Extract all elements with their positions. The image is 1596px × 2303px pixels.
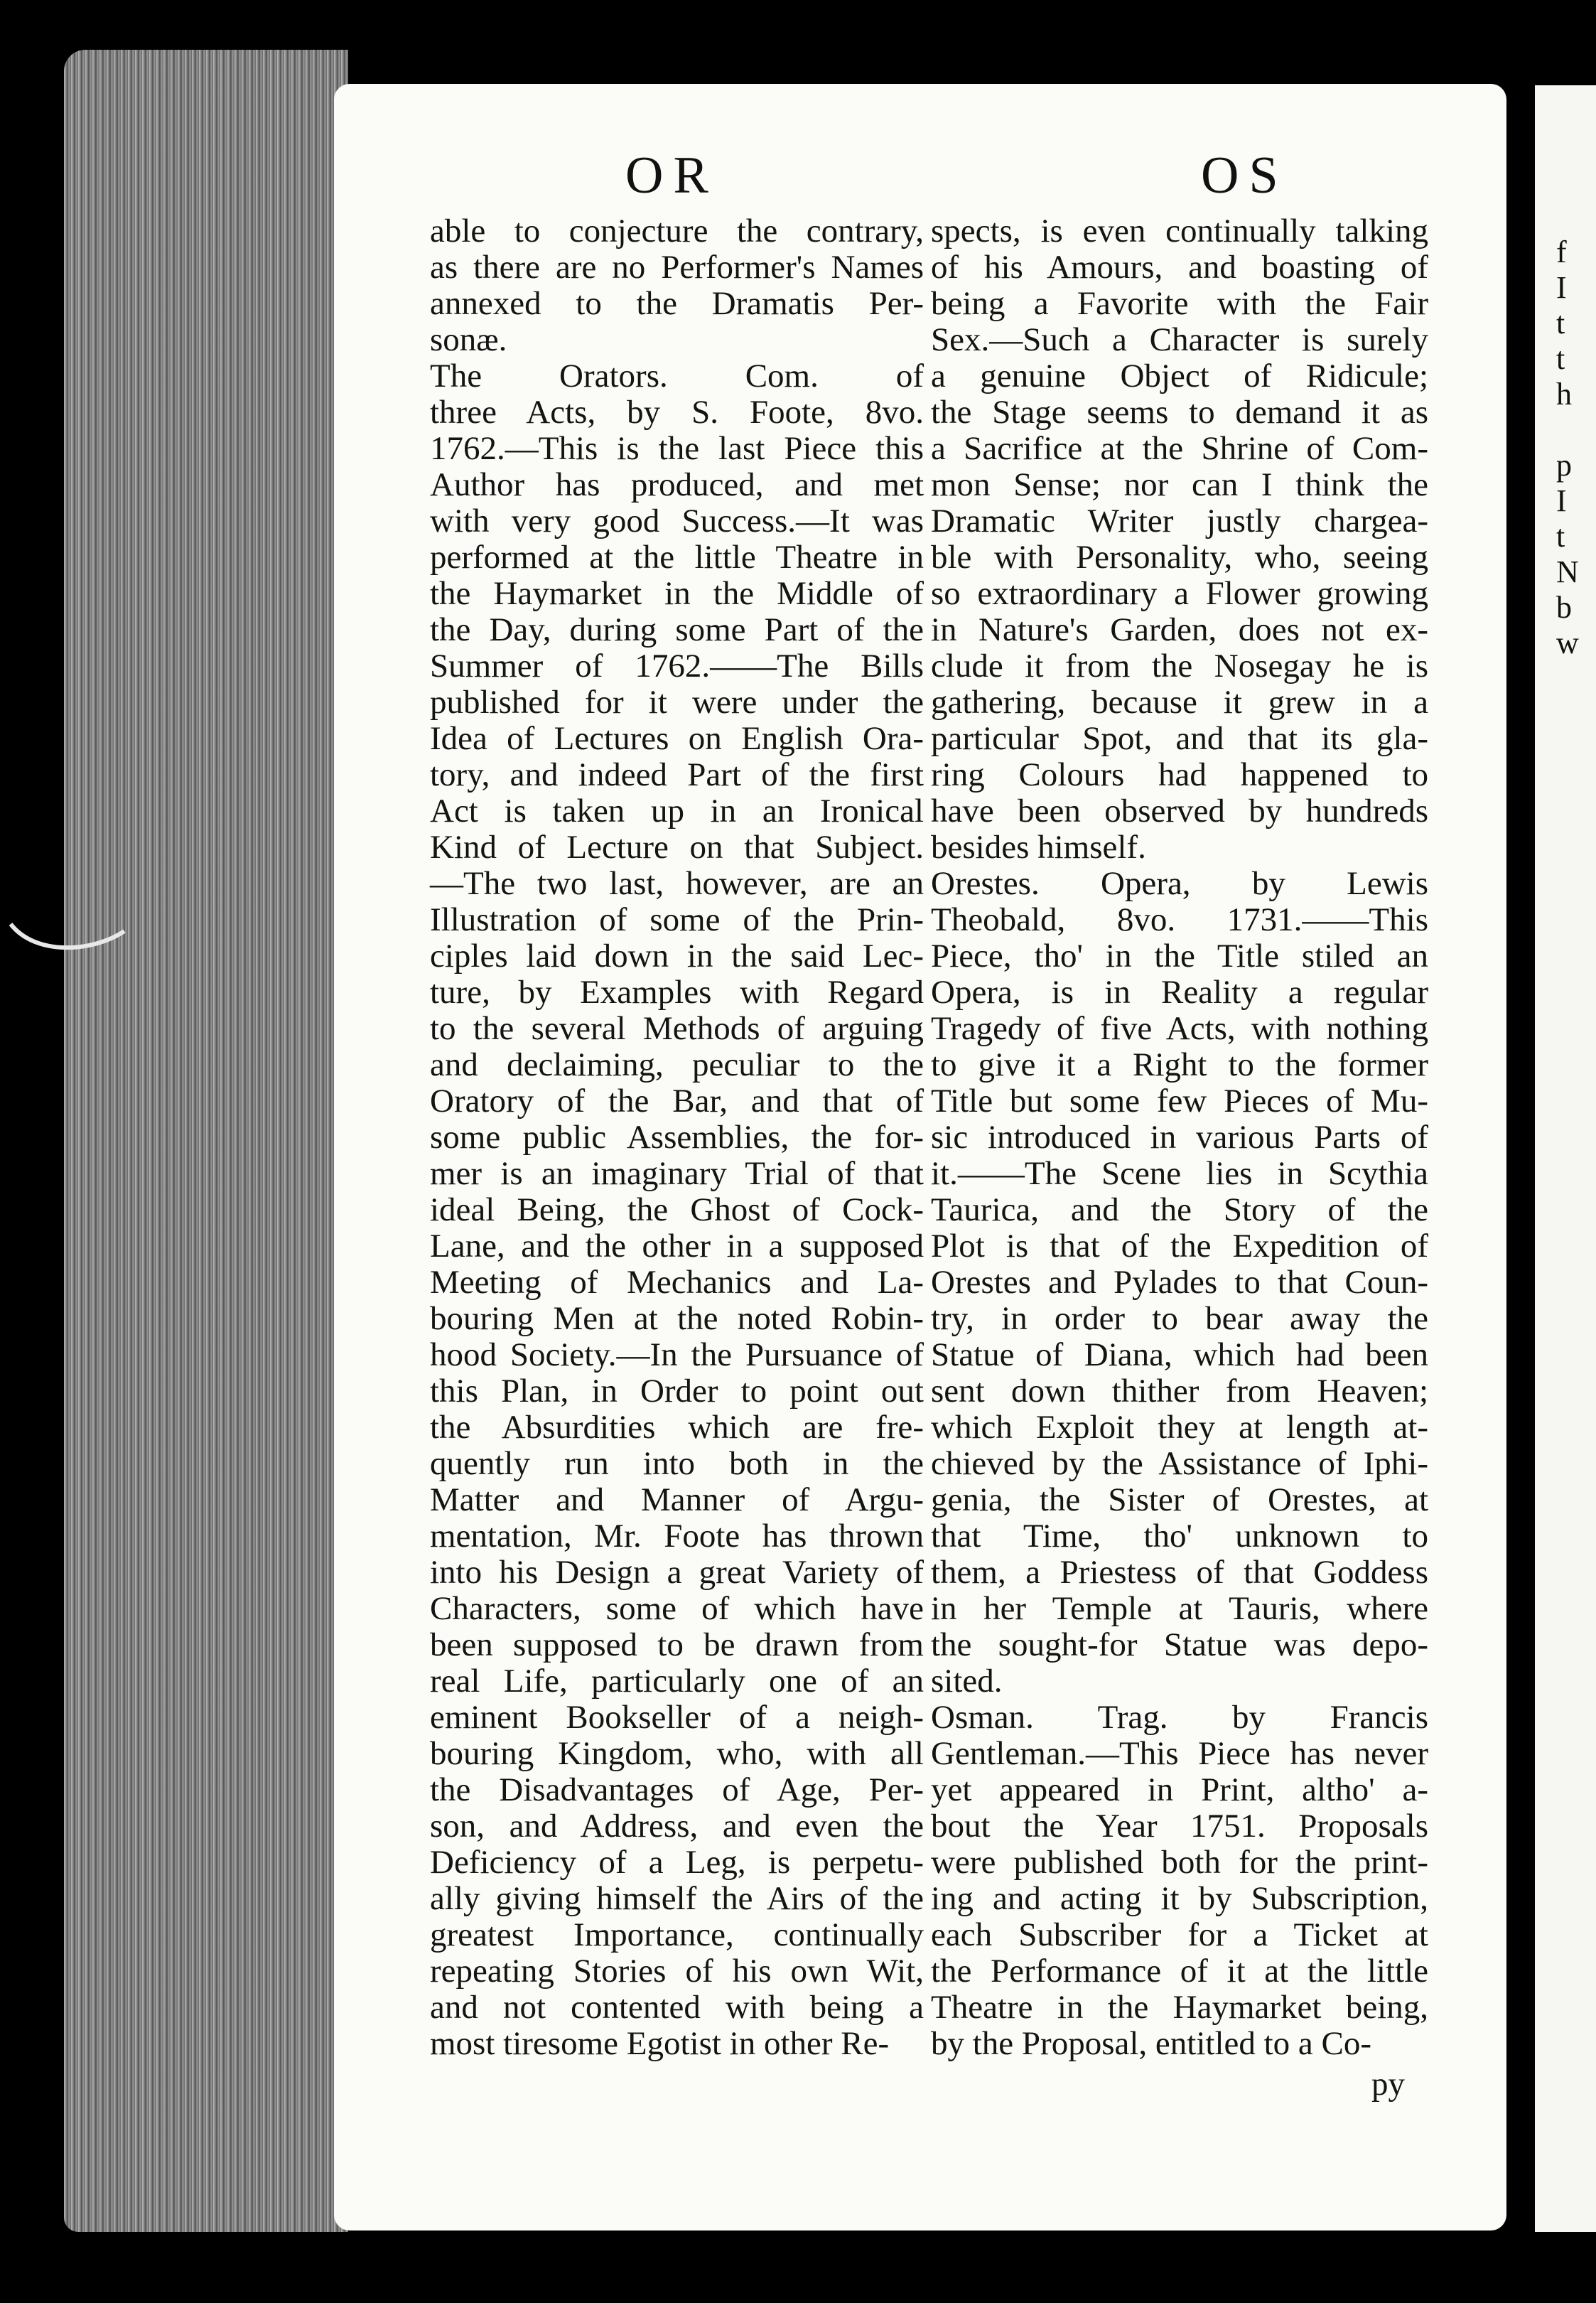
text-line: this Plan, in Order to point out (430, 1373, 924, 1410)
text-line: Kind of Lecture on that Subject. (430, 829, 924, 866)
text-line: it.——The Scene lies in Scythia (931, 1155, 1428, 1192)
text-line: Osman. Trag. by Francis (931, 1699, 1428, 1736)
text-line: them, a Priestess of that Goddess (931, 1554, 1428, 1591)
text-line: performed at the little Theatre in (430, 539, 924, 576)
text-line: Statue of Diana, which had been (931, 1336, 1428, 1373)
text-line: greatest Importance, continually (430, 1916, 924, 1953)
text-line: Orestes. Opera, by Lewis (931, 865, 1428, 902)
text-line: ture, by Examples with Regard (430, 974, 924, 1011)
text-line: particular Spot, and that its gla- (931, 720, 1428, 757)
text-line: 1762.—This is the last Piece this (430, 430, 924, 467)
text-line: Title but some few Pieces of Mu- (931, 1083, 1428, 1120)
text-line: Lane, and the other in a supposed (430, 1228, 924, 1265)
text-line: Deficiency of a Leg, is perpetu- (430, 1844, 924, 1881)
text-line: sited. (931, 1663, 1003, 1700)
text-line: Illustration of some of the Prin- (430, 901, 924, 938)
right-text-column (931, 213, 1428, 2062)
text-line: Idea of Lectures on English Ora- (430, 720, 924, 757)
text-line: three Acts, by S. Foote, 8vo. (430, 394, 924, 431)
text-line: genia, the Sister of Orestes, at (931, 1481, 1428, 1518)
text-line: have been observed by hundreds (931, 793, 1428, 830)
text-line: try, in order to bear away the (931, 1300, 1428, 1337)
text-line: Plot is that of the Expedition of (931, 1228, 1428, 1265)
text-line: mer is an imaginary Trial of that (430, 1155, 924, 1192)
text-line: into his Design a great Variety of (430, 1554, 924, 1591)
text-line: which Exploit they at length at- (931, 1409, 1428, 1446)
text-line: the Performance of it at the little (931, 1953, 1428, 1990)
running-header-right: OS (1201, 146, 1288, 205)
text-line: besides himself. (931, 829, 1146, 866)
text-line: Sex.—Such a Character is surely (931, 321, 1428, 358)
text-line: the Absurdities which are fre- (430, 1409, 924, 1446)
text-line: Act is taken up in an Ironical (430, 793, 924, 830)
text-line: in her Temple at Tauris, where (931, 1590, 1428, 1627)
text-line: the Stage seems to demand it as (931, 394, 1428, 431)
text-line: were published both for the print- (931, 1844, 1428, 1881)
text-line: been supposed to be drawn from (430, 1626, 924, 1663)
text-line: annexed to the Dramatis Per- (430, 285, 924, 322)
text-line: sent down thither from Heaven; (931, 1373, 1428, 1410)
text-line: Dramatic Writer justly chargea- (931, 503, 1428, 539)
text-line: Opera, is in Reality a regular (931, 974, 1428, 1011)
book-fore-edge (64, 50, 348, 2232)
text-line: The Orators. Com. of (430, 358, 924, 394)
text-line: the Haymarket in the Middle of (430, 575, 924, 612)
text-line: Taurica, and the Story of the (931, 1191, 1428, 1228)
text-line: sonæ. (430, 321, 507, 358)
text-line: that Time, tho' unknown to (931, 1518, 1428, 1555)
text-line: with very good Success.—It was (430, 503, 924, 539)
text-line: and declaiming, peculiar to the (430, 1046, 924, 1083)
text-line: Theatre in the Haymarket being, (931, 1989, 1428, 2026)
text-line: ally giving himself the Airs of the (430, 1880, 924, 1917)
text-line: chieved by the Assistance of Iphi- (931, 1445, 1428, 1482)
text-line: mon Sense; nor can I think the (931, 466, 1428, 503)
text-line: ing and acting it by Subscription, (931, 1880, 1428, 1917)
adjacent-page-text-fragment: f I t t h p I t N b w (1556, 235, 1579, 660)
text-line: and not contented with being a (430, 1989, 924, 2026)
text-line: in Nature's Garden, does not ex- (931, 611, 1428, 648)
text-line: Meeting of Mechanics and La- (430, 1264, 924, 1301)
text-line: ring Colours had happened to (931, 756, 1428, 793)
text-line: to give it a Right to the former (931, 1046, 1428, 1083)
text-line: Tragedy of five Acts, with nothing (931, 1010, 1428, 1047)
text-line: Theobald, 8vo. 1731.——This (931, 901, 1428, 938)
text-line: so extraordinary a Flower growing (931, 575, 1428, 612)
text-line: yet appeared in Print, altho' a- (931, 1771, 1428, 1808)
text-line: most tiresome Egotist in other Re- (430, 2025, 890, 2062)
text-line: Author has produced, and met (430, 466, 924, 503)
text-line: Summer of 1762.——The Bills (430, 648, 924, 685)
text-line: ble with Personality, who, seeing (931, 539, 1428, 576)
text-line: Oratory of the Bar, and that of (430, 1083, 924, 1120)
text-line: mentation, Mr. Foote has thrown (430, 1518, 924, 1555)
text-line: real Life, particularly one of an (430, 1663, 924, 1700)
hook-mark-icon (7, 917, 128, 952)
running-header-left: OR (625, 146, 718, 205)
text-line: Characters, some of which have (430, 1590, 924, 1627)
text-line: bouring Men at the noted Robin- (430, 1300, 924, 1337)
text-line: bouring Kingdom, who, with all (430, 1735, 924, 1772)
text-line: of his Amours, and boasting of (931, 249, 1428, 286)
text-line: being a Favorite with the Fair (931, 285, 1428, 322)
text-line: the sought-for Statue was depo- (931, 1626, 1428, 1663)
left-text-column (430, 213, 924, 2062)
text-line: some public Assemblies, the for- (430, 1119, 924, 1156)
text-line: bout the Year 1751. Proposals (931, 1808, 1428, 1845)
text-line: Matter and Manner of Argu- (430, 1481, 924, 1518)
text-line: Orestes and Pylades to that Coun- (931, 1264, 1428, 1301)
text-line: to the several Methods of arguing (430, 1010, 924, 1047)
text-line: the Day, during some Part of the (430, 611, 924, 648)
text-line: eminent Bookseller of a neigh- (430, 1699, 924, 1736)
text-line: each Subscriber for a Ticket at (931, 1916, 1428, 1953)
text-line: hood Society.—In the Pursuance of (430, 1336, 924, 1373)
text-line: ciples laid down in the said Lec- (430, 938, 924, 975)
text-line: as there are no Performer's Names (430, 249, 924, 286)
text-line: the Disadvantages of Age, Per- (430, 1771, 924, 1808)
text-line: repeating Stories of his own Wit, (430, 1953, 924, 1990)
text-line: Piece, tho' in the Title stiled an (931, 938, 1428, 975)
text-line: gathering, because it grew in a (931, 684, 1428, 721)
catchword: py (1371, 2066, 1405, 2103)
text-line: —The two last, however, are an (430, 865, 924, 902)
text-line: a genuine Object of Ridicule; (931, 358, 1428, 394)
text-line: tory, and indeed Part of the first (430, 756, 924, 793)
text-line: quently run into both in the (430, 1445, 924, 1482)
text-line: sic introduced in various Parts of (931, 1119, 1428, 1156)
text-line: by the Proposal, entitled to a Co- (931, 2025, 1372, 2062)
text-line: Gentleman.—This Piece has never (931, 1735, 1428, 1772)
text-line: son, and Address, and even the (430, 1808, 924, 1845)
text-line: published for it were under the (430, 684, 924, 721)
text-line: ideal Being, the Ghost of Cock- (430, 1191, 924, 1228)
text-line: able to conjecture the contrary, (430, 213, 924, 249)
text-line: clude it from the Nosegay he is (931, 648, 1428, 685)
text-line: spects, is even continually talking (931, 213, 1428, 249)
text-line: a Sacrifice at the Shrine of Com- (931, 430, 1428, 467)
